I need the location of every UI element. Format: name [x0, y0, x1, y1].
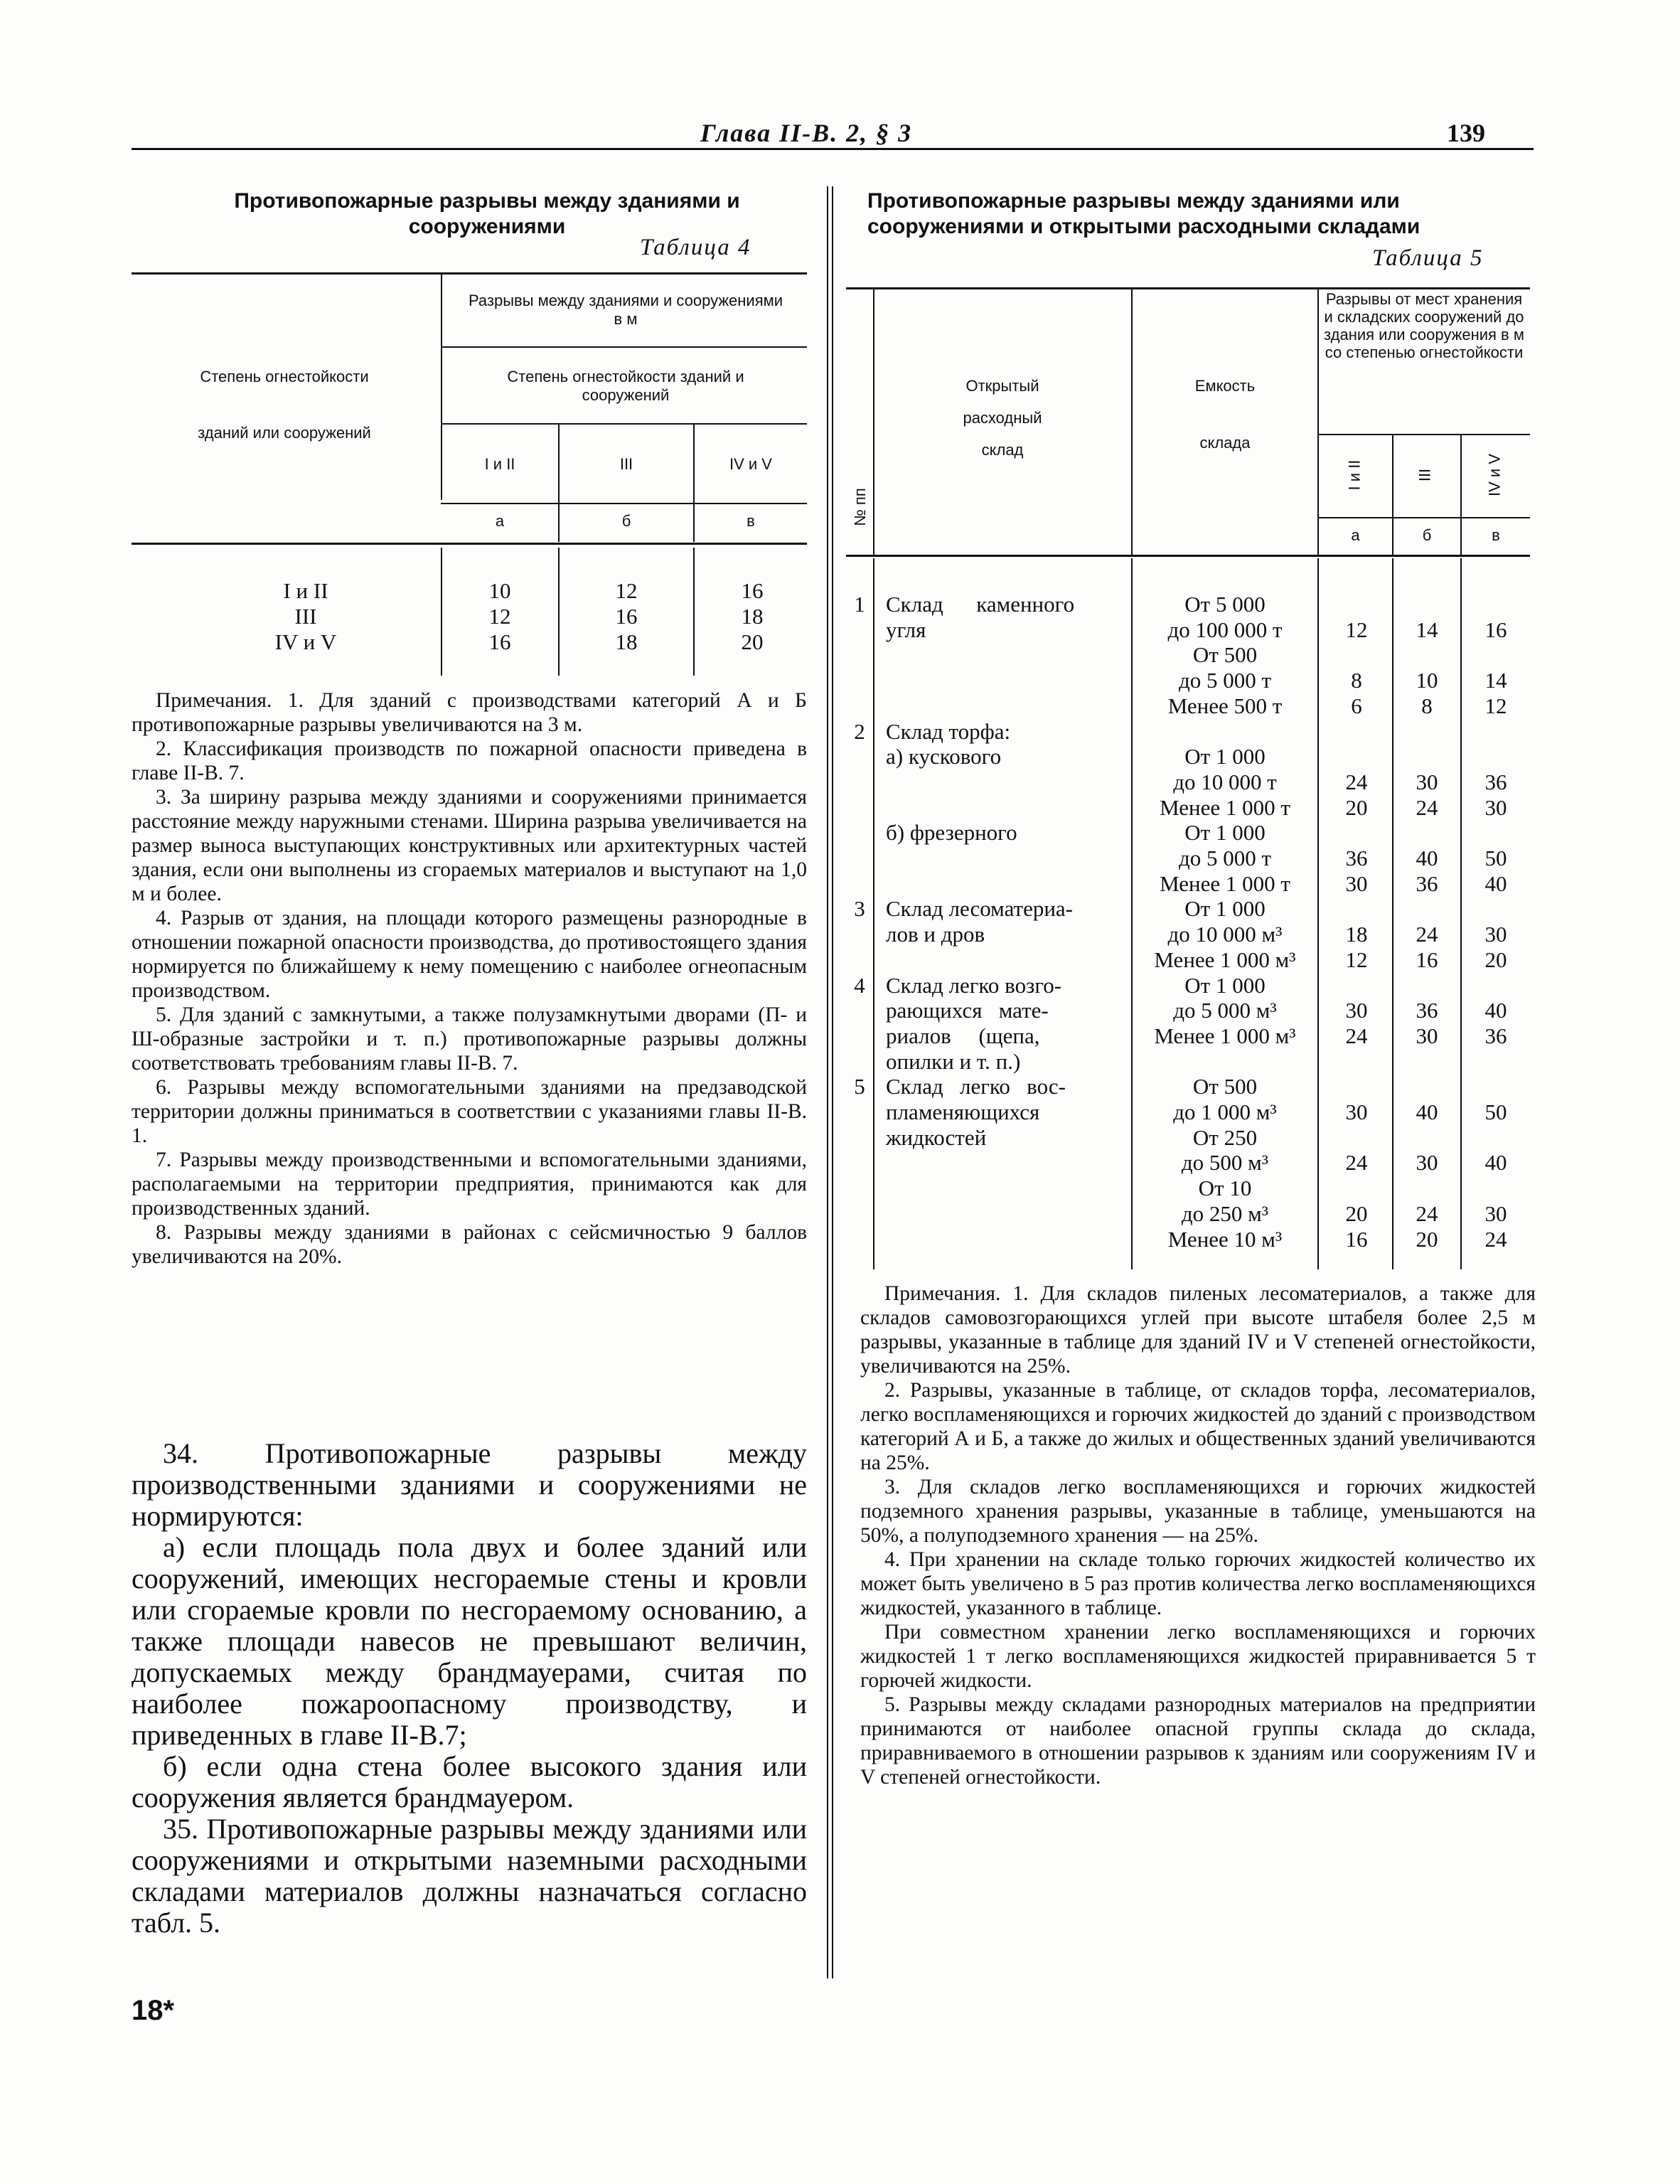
table5-cell-a: 30 [1345, 870, 1368, 896]
table5-capacity: до 5 000 т [1178, 668, 1272, 693]
table5-capacity: Менее 500 т [1167, 693, 1283, 718]
table5-cell-b: 40 [1416, 846, 1438, 870]
table5-store-name: жидкостей [886, 1124, 987, 1150]
table5-capacity: Менее 1 000 м³ [1154, 1023, 1296, 1048]
table5-capacity: до 100 000 т [1167, 617, 1283, 642]
table5-row-number: 1 [854, 592, 865, 617]
table4-notes [132, 688, 807, 1269]
body-text [132, 1438, 807, 1939]
table4-cell: 16 [741, 578, 764, 603]
table5-cell-a: 30 [1345, 1099, 1368, 1124]
table5-letter-c: в [1492, 526, 1500, 544]
table5-cell-c: 30 [1484, 1200, 1507, 1226]
note-paragraph: При совместном хранении легко воспламеняющихся и горючих жидкостей 1 т легко воспламеняющихся жидкостей приравнивается 5 т горючей жидкости. [860, 1621, 1536, 1692]
table5-cell-b: 40 [1416, 1099, 1438, 1124]
table5-capacity: Менее 10 м³ [1167, 1226, 1283, 1252]
table5-capacity: Менее 1 000 т [1160, 870, 1290, 896]
table5-capacity: до 250 м³ [1181, 1200, 1269, 1226]
column-divider-2 [832, 186, 833, 1978]
table5-letter-b: б [1422, 526, 1432, 544]
table5-header-number: № пп [851, 488, 869, 526]
table5-row-number: 4 [854, 972, 865, 998]
table5-capacity: От 1 000 [1184, 744, 1266, 769]
chapter-header: Глава II-В. 2, § 3 [700, 119, 913, 147]
table5-store-name: Склад легко возго- [886, 972, 1062, 998]
table5-cell-c: 50 [1484, 1099, 1507, 1124]
table5-cell-a: 12 [1345, 947, 1368, 972]
table5-store-name: а) кускового [886, 744, 1002, 769]
table5-cell-a: 24 [1345, 1150, 1368, 1176]
table5-col-3: IV и V [1485, 454, 1504, 496]
table5-header-capacity-1: Емкость [1194, 377, 1256, 395]
table5-store-name: Склад легко вос- [886, 1074, 1066, 1099]
table5-caption: Таблица 5 [1372, 245, 1484, 271]
table5-header-store-3: склад [981, 441, 1024, 459]
table4-cell: 16 [488, 629, 511, 654]
note-paragraph: 2. Классификация производств по пожарной опасности приведена в главе II-В. 7. [132, 737, 807, 784]
table5-cell-a: 20 [1345, 794, 1368, 820]
note-paragraph: 8. Разрывы между зданиями в районах с сейсмичностью 9 баллов увеличиваются на 20%. [132, 1221, 807, 1268]
table5-cell-a: 24 [1345, 1023, 1368, 1048]
table5-capacity: Менее 1 000 т [1160, 794, 1290, 820]
table5-cell-c: 30 [1484, 794, 1507, 820]
table5-capacity: От 1 000 [1184, 896, 1266, 922]
table4-col-2: III [619, 455, 633, 473]
table5-cell-b: 10 [1416, 668, 1438, 693]
table5-capacity: От 5 000 [1184, 592, 1266, 617]
table4-row-header-1: Степень огнестойкости [200, 368, 369, 385]
table4-row-label: III [294, 604, 317, 629]
table5-cell-a: 6 [1351, 693, 1362, 718]
table5-cell-c: 40 [1484, 1150, 1507, 1176]
table5-header-distance: Разрывы от мест хранения и складских сооружений до здания или сооружения в м со степенью огнестойкости [1324, 290, 1524, 361]
table5-header-store-2: расходный [963, 409, 1042, 427]
note-paragraph: 4. При хранении на складе только горючих жидкостей количество их может быть увеличено в 5 раз против количества легко воспламеняющихся жидкостей, указанного в таблице. [860, 1548, 1536, 1619]
note-paragraph: 3. Для складов легко воспламеняющихся и горючих жидкостей подземного хранения разрывы, указанные в таблице, уменьшаются на 50%, а полуподземного хранения — на 25%. [860, 1476, 1536, 1547]
table5-capacity: От 500 [1192, 1074, 1258, 1099]
table5-cell-a: 8 [1351, 668, 1362, 693]
table5-store-name: опилки и т. п.) [886, 1048, 1021, 1074]
table5-store-name: угля [886, 617, 926, 642]
table5-cell-b: 24 [1416, 794, 1438, 820]
table5-cell-b: 8 [1421, 693, 1433, 718]
table5-store-name: пламеняющихся [886, 1099, 1040, 1124]
table5-notes [860, 1282, 1536, 1789]
signature-mark: 18* [132, 1995, 175, 2026]
table5-capacity: до 10 000 т [1173, 769, 1277, 794]
table5-capacity: до 10 000 м³ [1167, 922, 1283, 947]
table5-cell-b: 14 [1416, 617, 1438, 642]
note-paragraph: 6. Разрывы между вспомогательными зданиями на предзаводской территории должны приниматься в соответствии с указаниями главы II-В. 1. [132, 1076, 807, 1147]
table4-col-header-main: Разрывы между зданиями и сооружениями в м [468, 292, 783, 328]
header-rule [132, 148, 1534, 150]
table5-capacity: до 5 000 м³ [1173, 998, 1277, 1023]
table5-cell-c: 30 [1484, 922, 1507, 947]
paragraph-34a: а) если площадь пола двух и более зданий или сооружений, имеющих несгораемые стены и кровли или сгораемые кровли по несгораемому основанию, а также площади навесов не превышают величин, допускаемых между брандмауерами, считая по наиболее пожароопасному производству, и приведенных в главе II-В.7; [132, 1531, 807, 1751]
table5-capacity: до 5 000 т [1178, 846, 1272, 870]
table5-cell-b: 30 [1416, 1150, 1438, 1176]
table5-capacity: От 10 [1198, 1176, 1252, 1201]
note-paragraph: 5. Разрывы между складами разнородных материалов на предприятии принимаются от наиболее опасной группы склада до склада, приравниваемого в отношении разрывов к зданиям или сооружениям IV и V степеней огнестойкости. [860, 1693, 1536, 1789]
table5-capacity: до 500 м³ [1181, 1150, 1269, 1176]
table5-cell-b: 30 [1416, 769, 1438, 794]
table5-store-name: Склад торфа: [886, 718, 1011, 744]
note-paragraph: 7. Разрывы между производственными и вспомогательными зданиями, располагаемыми на территории предприятия, принимаются как для производственных зданий. [132, 1149, 807, 1220]
table4-letter-b: б [621, 512, 631, 530]
table5-capacity: Менее 1 000 м³ [1154, 947, 1296, 972]
table5-cell-a: 20 [1345, 1200, 1368, 1226]
table5-cell-b: 20 [1416, 1226, 1438, 1252]
column-divider [827, 186, 828, 1978]
table5-row-number: 5 [854, 1074, 865, 1099]
table5-cell-a: 18 [1345, 922, 1368, 947]
table5-col-2: III [1416, 468, 1434, 482]
table5-cell-c: 20 [1484, 947, 1507, 972]
table5-capacity: От 500 [1192, 642, 1258, 668]
table5-cell-a: 30 [1345, 998, 1368, 1023]
table4-row-label: I и II [283, 578, 328, 603]
table5-store-name: рающихся мате- [886, 998, 1049, 1023]
table4-col-1: I и II [484, 455, 515, 473]
table5-cell-c: 50 [1484, 846, 1507, 870]
page-number: 139 [1447, 119, 1485, 147]
table5-cell-b: 36 [1416, 870, 1438, 896]
paragraph-34: 34. Противопожарные разрывы между производственными зданиями и сооружениями не нормируются: [132, 1437, 807, 1532]
table5-cell-b: 24 [1416, 1200, 1438, 1226]
paragraph-35: 35. Противопожарные разрывы между зданиями или сооружениями и открытыми наземными расходными складами материалов должны назначаться согласно табл. 5. [132, 1813, 807, 1939]
table4-letter-c: в [747, 512, 755, 530]
table5-cell-b: 36 [1416, 998, 1438, 1023]
table5-cell-c: 36 [1484, 1023, 1507, 1048]
table5-cell-c: 40 [1484, 998, 1507, 1023]
table4-title: Противопожарные разрывы между зданиями и сооружениями [234, 189, 740, 238]
table4-col-3: IV и V [729, 455, 772, 473]
table5-row-number: 2 [854, 718, 865, 744]
note-paragraph: 4. Разрыв от здания, на площади которого размещены разнородные в отношении пожарной опасности производства, до противостоящего здания нормируется по ближайшему к нему помещению с наиболее огнеопасным производством. [132, 907, 807, 1002]
table4-letter-a: а [495, 512, 505, 530]
table5-cell-b: 30 [1416, 1023, 1438, 1048]
table5-capacity: до 1 000 м³ [1173, 1099, 1277, 1124]
table5-cell-c: 40 [1484, 870, 1507, 896]
table5-cell-a: 36 [1345, 846, 1368, 870]
table4-cell: 18 [615, 629, 638, 654]
table5-store-name: лов и дров [886, 922, 985, 947]
table5-cell-a: 12 [1345, 617, 1368, 642]
table5-col-1: I и II [1345, 459, 1364, 491]
table5-title: Противопожарные разрывы между зданиями или сооружениями и открытыми расходными складами [867, 189, 1420, 238]
paragraph-34b: б) если одна стена более высокого здания или сооружения является брандмауером. [132, 1750, 807, 1813]
table4-cell: 20 [741, 629, 764, 654]
table5-capacity: От 250 [1192, 1124, 1258, 1150]
table4-caption: Таблица 4 [640, 235, 751, 260]
note-paragraph: 5. Для зданий с замкнутыми, а также полузамкнутыми дворами (П- и Ш-образные застройки и т. п.) противопожарные разрывы должны соответствовать требованиям главы II-В. 7. [132, 1003, 807, 1075]
table5-cell-a: 16 [1345, 1226, 1368, 1252]
table5-cell-c: 16 [1484, 617, 1507, 642]
table5-cell-c: 36 [1484, 769, 1507, 794]
table5-capacity: От 1 000 [1184, 820, 1266, 846]
note-paragraph: Примечания. 1. Для складов пиленых лесоматериалов, а также для складов самовозгорающихся углей при высоте штабеля более 2,5 м разрывы, указанные в таблице для зданий IV и V степеней огнестойкости, увеличиваются на 25%. [860, 1282, 1536, 1378]
table5-store-name: Склад каменного [886, 592, 1075, 617]
table5-cell-b: 16 [1416, 947, 1438, 972]
table5-cell-c: 12 [1484, 693, 1507, 718]
note-paragraph: 2. Разрывы, указанные в таблице, от складов торфа, лесоматериалов, легко воспламеняющихся и горючих жидкостей до зданий с производством категорий А и Б, а также до жилых и общественных зданий увеличиваются на 25%. [860, 1379, 1536, 1474]
table4-cell: 10 [488, 578, 511, 603]
table5-row-number: 3 [854, 896, 865, 922]
table5-store-name: Склад лесоматериа- [886, 896, 1074, 922]
table4-col-header-sub: Степень огнестойкости зданий и сооружений [507, 368, 744, 404]
table5-cell-b: 24 [1416, 922, 1438, 947]
table5-store-name: риалов (щепа, [886, 1023, 1040, 1048]
table5-letter-a: а [1351, 526, 1360, 544]
table5-capacity: От 1 000 [1184, 972, 1266, 998]
table5-header-capacity-2: склада [1199, 434, 1251, 452]
table4-cell: 12 [615, 578, 638, 603]
table5-cell-c: 14 [1484, 668, 1507, 693]
note-paragraph: 3. За ширину разрыва между зданиями и сооружениями принимается расстояние между наружными стенами. Ширина разрыва увеличивается на размер выноса выступающих конструктивных или архитектурных частей здания, если они выполнены из сгораемых материалов и выступают на 1,0 м и более. [132, 786, 807, 905]
table4-cell: 12 [488, 604, 511, 629]
table5-cell-c: 24 [1484, 1226, 1507, 1252]
table4-cell: 18 [741, 604, 764, 629]
table4-row-label: IV и V [274, 629, 337, 654]
table5-store-name: б) фрезерного [886, 820, 1017, 846]
table4-row-header-2: зданий или сооружений [198, 424, 371, 442]
note-paragraph: Примечания. 1. Для зданий с производствами категорий А и Б противопожарные разрывы увеличиваются на 3 м. [132, 689, 807, 736]
table5-header-store-1: Открытый [965, 377, 1039, 395]
table4-cell: 16 [615, 604, 638, 629]
table5-cell-a: 24 [1345, 769, 1368, 794]
